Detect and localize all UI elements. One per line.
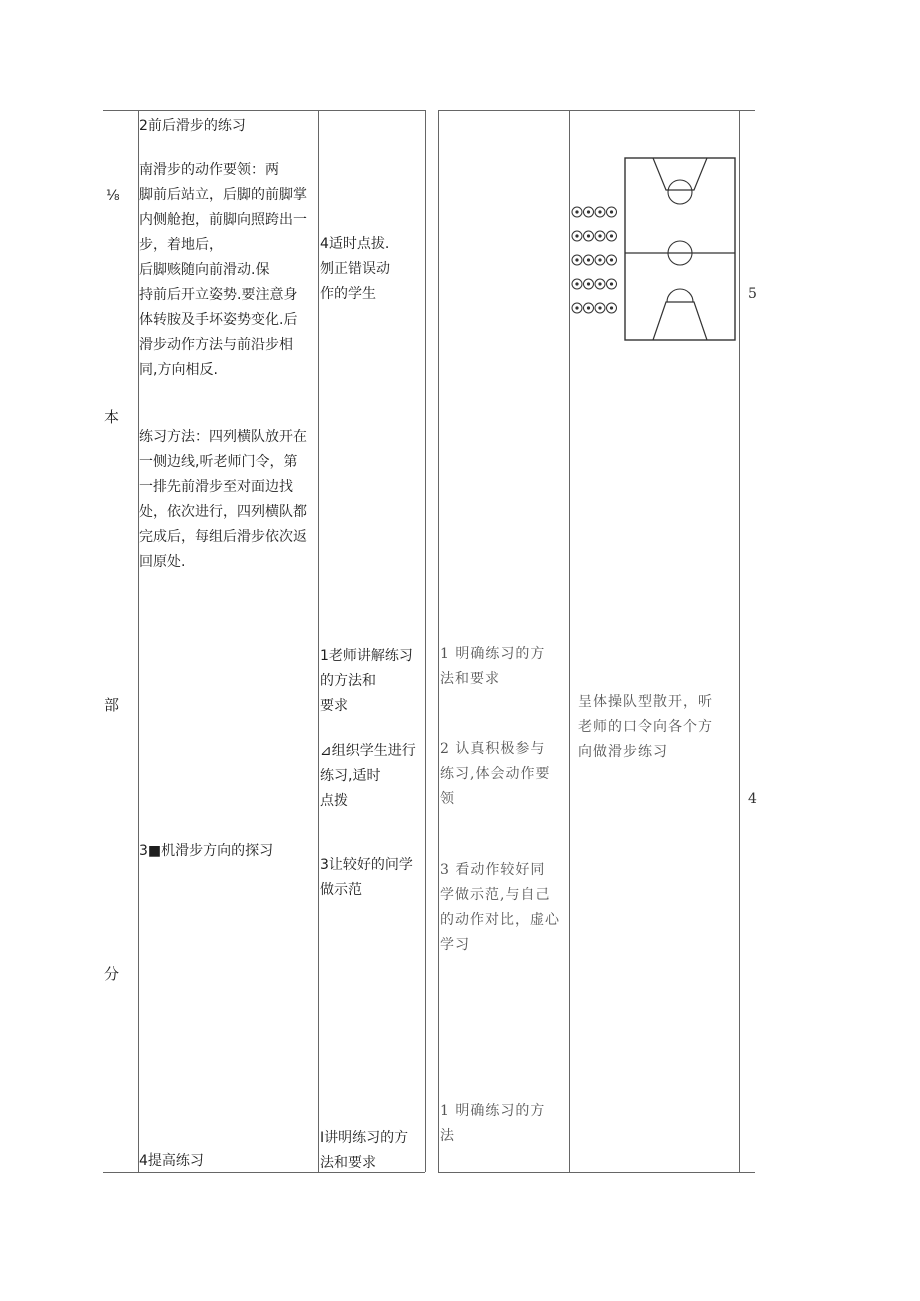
student-line: 3 看动作较好同 — [440, 862, 546, 878]
teacher-t5 — [320, 1126, 408, 1176]
player-marker-dot — [598, 210, 601, 213]
item2-line: 内侧舱抱，前脚向照跨出一 — [139, 212, 307, 228]
item2-line: 同,方向相反. — [139, 362, 218, 378]
student-line: 学做示范,与自己 — [440, 887, 551, 903]
item2-line: 后脚赅随向前滑动.保 — [139, 262, 270, 278]
court-bottom-key — [653, 302, 707, 340]
teacher-line: 4适时点拔. — [320, 236, 390, 252]
table-top-border-left — [103, 110, 425, 111]
teacher-t4 — [320, 232, 390, 307]
player-marker-dot — [575, 282, 578, 285]
player-marker-dot — [587, 306, 590, 309]
player-formation — [572, 207, 617, 313]
player-marker-dot — [575, 210, 578, 213]
section-fraction: ⅛ — [106, 188, 120, 204]
teacher-t3 — [320, 853, 413, 903]
player-marker-dot — [610, 306, 613, 309]
method-line: 回原处. — [139, 554, 186, 570]
item2-description — [139, 158, 307, 383]
student-s2 — [440, 737, 550, 812]
organization-description — [578, 690, 713, 765]
item2-line: 南滑步的动作要领：两 — [139, 162, 279, 178]
organization-line: 向做滑步练习 — [578, 744, 668, 760]
player-marker-dot — [610, 210, 613, 213]
student-line: 领 — [440, 791, 455, 807]
method-line: 一排先前滑步至对面边找 — [139, 479, 293, 495]
player-marker-dot — [598, 234, 601, 237]
player-marker-dot — [610, 258, 613, 261]
method-line: 一侧边线,听老师门令，第 — [139, 454, 298, 470]
student-line: 学习 — [440, 937, 470, 953]
player-marker-dot — [575, 306, 578, 309]
col-divider-2 — [318, 110, 319, 1172]
col-divider-3 — [425, 110, 426, 1172]
student-line: 法和要求 — [440, 671, 500, 687]
section-char-bu: 部 — [104, 696, 120, 714]
practice-method — [139, 425, 307, 575]
basketball-court-diagram — [570, 150, 738, 350]
item2-line: 滑步动作方法与前沿步相 — [139, 337, 293, 353]
student-line: 练习,体会动作要 — [440, 766, 551, 782]
player-marker-dot — [598, 258, 601, 261]
student-line: 法 — [440, 1128, 455, 1144]
method-line: 练习方法：四列横队放开在 — [139, 429, 307, 445]
player-marker-dot — [587, 282, 590, 285]
section-char-ben: 本 — [104, 408, 120, 426]
time-value-mid: 4 — [748, 791, 757, 807]
teacher-line: 要求 — [320, 698, 348, 714]
teacher-line: 刎正错误动 — [320, 261, 390, 277]
court-top-circle — [668, 180, 692, 204]
player-marker-dot — [598, 306, 601, 309]
player-marker-dot — [587, 258, 590, 261]
court-top-key — [653, 158, 707, 190]
item3-title: 3■机滑步方向的探习 — [139, 843, 274, 859]
teacher-line: 作的学生 — [320, 286, 376, 302]
teacher-line: ⊿组织学生进行 — [320, 743, 416, 759]
court-bottom-arc — [667, 289, 693, 302]
teacher-line: 练习,适时 — [320, 768, 381, 784]
col-divider-4 — [438, 110, 439, 1172]
student-line: 2 认真积极参与 — [440, 741, 546, 757]
teacher-t2 — [320, 739, 416, 814]
teacher-line: 1老师讲解练习 — [320, 648, 413, 664]
court-outline — [625, 158, 735, 340]
teacher-line: I讲明练习的方 — [320, 1130, 409, 1146]
organization-line: 呈体操队型散开，听 — [578, 694, 713, 710]
col-divider-6 — [739, 110, 740, 1172]
item2-line: 步，着地后， — [139, 237, 223, 253]
student-line: 的动作对比，虚心 — [440, 912, 560, 928]
organization-line: 老师的口令向各个方 — [578, 719, 713, 735]
student-s1 — [440, 642, 545, 692]
teacher-line: 的方法和 — [320, 673, 376, 689]
teacher-line: 做示范 — [320, 882, 362, 898]
table-top-border-right — [438, 110, 755, 111]
item2-line: 脚前后站立，后脚的前脚掌 — [139, 187, 307, 203]
item4-title: 4提高练习 — [139, 1153, 204, 1169]
table-bottom-border-right — [438, 1172, 755, 1173]
player-marker-dot — [575, 258, 578, 261]
item2-line: 持前后开立姿势.要注意身 — [139, 287, 298, 303]
teacher-line: 点拨 — [320, 793, 348, 809]
item2-line: 体转胺及手坏姿势变化.后 — [139, 312, 298, 328]
student-line: 1 明确练习的方 — [440, 1103, 546, 1119]
teacher-t1 — [320, 644, 413, 719]
player-marker-dot — [598, 282, 601, 285]
player-marker-dot — [610, 234, 613, 237]
method-line: 处，依次进行，四列横队都 — [139, 504, 307, 520]
student-line: 1 明确练习的方 — [440, 646, 546, 662]
teacher-line: 3让较好的问学 — [320, 857, 413, 873]
section-char-fen: 分 — [104, 965, 120, 983]
player-marker-dot — [610, 282, 613, 285]
teacher-line: 法和要求 — [320, 1155, 376, 1171]
player-marker-dot — [575, 234, 578, 237]
player-marker-dot — [587, 234, 590, 237]
time-value-top: 5 — [748, 286, 757, 302]
method-line: 完成后，每组后滑步依次返 — [139, 529, 307, 545]
player-marker-dot — [587, 210, 590, 213]
student-s3 — [440, 858, 560, 958]
student-s4 — [440, 1099, 545, 1149]
item2-title: 2前后滑步的练习 — [139, 118, 246, 134]
